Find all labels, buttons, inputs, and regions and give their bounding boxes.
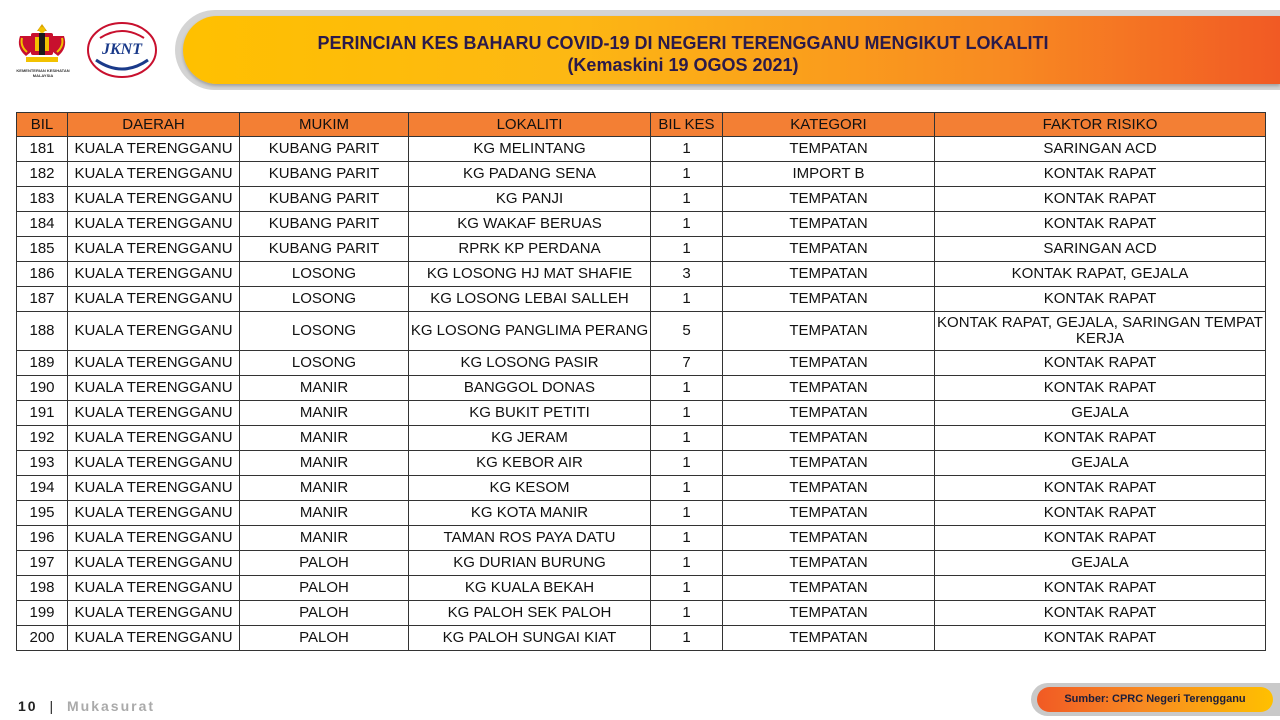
cell-faktor-risiko: KONTAK RAPAT, GEJALA <box>935 262 1266 287</box>
cell-kategori: TEMPATAN <box>723 451 935 476</box>
cell-bil: 199 <box>17 601 68 626</box>
table-row <box>17 237 1266 262</box>
cell-lokaliti: KG WAKAF BERUAS <box>409 212 651 237</box>
cell-bil-kes: 1 <box>651 237 723 262</box>
cell-kategori: TEMPATAN <box>723 626 935 651</box>
cell-lokaliti: RPRK KP PERDANA <box>409 237 651 262</box>
cell-faktor-risiko: KONTAK RAPAT <box>935 601 1266 626</box>
cell-bil-kes: 1 <box>651 401 723 426</box>
jknt-logo-text: JKNT <box>102 41 142 58</box>
cell-lokaliti: BANGGOL DONAS <box>409 376 651 401</box>
cell-kategori: TEMPATAN <box>723 576 935 601</box>
cell-bil: 186 <box>17 262 68 287</box>
cell-mukim: LOSONG <box>240 351 409 376</box>
cell-daerah: KUALA TERENGGANU <box>68 551 240 576</box>
table-row <box>17 576 1266 601</box>
cell-kategori: TEMPATAN <box>723 187 935 212</box>
jknt-logo-icon <box>86 20 158 80</box>
cell-faktor-risiko: KONTAK RAPAT, GEJALA, SARINGAN TEMPAT KERJA <box>935 312 1266 351</box>
cell-mukim: MANIR <box>240 476 409 501</box>
cell-mukim: KUBANG PARIT <box>240 237 409 262</box>
cell-lokaliti: KG PANJI <box>409 187 651 212</box>
cell-mukim: KUBANG PARIT <box>240 137 409 162</box>
cell-lokaliti: KG BUKIT PETITI <box>409 401 651 426</box>
table-row <box>17 351 1266 376</box>
table-row <box>17 162 1266 187</box>
cell-faktor-risiko: KONTAK RAPAT <box>935 626 1266 651</box>
cell-bil: 194 <box>17 476 68 501</box>
cell-faktor-risiko: KONTAK RAPAT <box>935 476 1266 501</box>
cell-bil: 191 <box>17 401 68 426</box>
source-badge: Sumber: CPRC Negeri Terengganu <box>1037 687 1273 712</box>
cell-bil-kes: 1 <box>651 551 723 576</box>
cell-bil: 198 <box>17 576 68 601</box>
cell-lokaliti: KG MELINTANG <box>409 137 651 162</box>
cell-daerah: KUALA TERENGGANU <box>68 401 240 426</box>
cell-faktor-risiko: SARINGAN ACD <box>935 237 1266 262</box>
table-body <box>17 137 1266 651</box>
cell-kategori: TEMPATAN <box>723 551 935 576</box>
page-number: 10 <box>18 698 38 714</box>
cell-mukim: LOSONG <box>240 287 409 312</box>
cell-daerah: KUALA TERENGGANU <box>68 426 240 451</box>
cell-bil: 192 <box>17 426 68 451</box>
cell-lokaliti: KG JERAM <box>409 426 651 451</box>
cell-lokaliti: KG KEBOR AIR <box>409 451 651 476</box>
table-row <box>17 626 1266 651</box>
cell-faktor-risiko: KONTAK RAPAT <box>935 526 1266 551</box>
table-row <box>17 312 1266 351</box>
cell-daerah: KUALA TERENGGANU <box>68 137 240 162</box>
cell-kategori: TEMPATAN <box>723 426 935 451</box>
cell-bil-kes: 7 <box>651 351 723 376</box>
cell-mukim: PALOH <box>240 551 409 576</box>
cell-daerah: KUALA TERENGGANU <box>68 626 240 651</box>
cell-kategori: TEMPATAN <box>723 287 935 312</box>
cell-lokaliti: KG DURIAN BURUNG <box>409 551 651 576</box>
page-title <box>183 32 1183 76</box>
cell-bil-kes: 1 <box>651 162 723 187</box>
cell-lokaliti: KG LOSONG PANGLIMA PERANG <box>409 312 651 351</box>
cell-daerah: KUALA TERENGGANU <box>68 212 240 237</box>
cell-kategori: TEMPATAN <box>723 401 935 426</box>
cell-mukim: MANIR <box>240 376 409 401</box>
cell-mukim: PALOH <box>240 626 409 651</box>
cases-table <box>16 112 1266 651</box>
cell-bil-kes: 1 <box>651 476 723 501</box>
cell-daerah: KUALA TERENGGANU <box>68 376 240 401</box>
column-header-bil-kes: BIL KES <box>651 113 723 137</box>
cell-daerah: KUALA TERENGGANU <box>68 526 240 551</box>
column-header-mukim: MUKIM <box>240 113 409 137</box>
cell-kategori: TEMPATAN <box>723 526 935 551</box>
cell-bil: 197 <box>17 551 68 576</box>
cell-kategori: TEMPATAN <box>723 312 935 351</box>
cell-bil: 184 <box>17 212 68 237</box>
column-header-bil: BIL <box>17 113 68 137</box>
cell-bil-kes: 1 <box>651 137 723 162</box>
cell-faktor-risiko: KONTAK RAPAT <box>935 162 1266 187</box>
cell-faktor-risiko: KONTAK RAPAT <box>935 351 1266 376</box>
column-header-faktor-risiko: FAKTOR RISIKO <box>935 113 1266 137</box>
cell-bil-kes: 1 <box>651 526 723 551</box>
cell-bil-kes: 5 <box>651 312 723 351</box>
page-title-line2: (Kemaskini 19 OGOS 2021) <box>567 55 799 75</box>
column-header-daerah: DAERAH <box>68 113 240 137</box>
page-label: Mukasurat <box>67 698 156 714</box>
table-row <box>17 287 1266 312</box>
cell-mukim: MANIR <box>240 401 409 426</box>
cell-bil: 187 <box>17 287 68 312</box>
table-row <box>17 262 1266 287</box>
table-row <box>17 187 1266 212</box>
cell-bil: 189 <box>17 351 68 376</box>
table-row <box>17 451 1266 476</box>
cell-bil: 190 <box>17 376 68 401</box>
cell-bil: 200 <box>17 626 68 651</box>
column-header-kategori: KATEGORI <box>723 113 935 137</box>
cell-daerah: KUALA TERENGGANU <box>68 351 240 376</box>
cell-lokaliti: KG LOSONG PASIR <box>409 351 651 376</box>
column-header-lokaliti: LOKALITI <box>409 113 651 137</box>
cell-kategori: TEMPATAN <box>723 501 935 526</box>
table-row <box>17 551 1266 576</box>
cell-bil-kes: 1 <box>651 601 723 626</box>
cell-bil: 185 <box>17 237 68 262</box>
cell-kategori: TEMPATAN <box>723 601 935 626</box>
cell-mukim: PALOH <box>240 601 409 626</box>
cell-daerah: KUALA TERENGGANU <box>68 237 240 262</box>
cell-lokaliti: KG LOSONG LEBAI SALLEH <box>409 287 651 312</box>
cell-bil: 181 <box>17 137 68 162</box>
page-title-line1: PERINCIAN KES BAHARU COVID-19 DI NEGERI TERENGGANU MENGIKUT LOKALITI <box>317 33 1049 53</box>
cell-bil-kes: 1 <box>651 626 723 651</box>
cell-daerah: KUALA TERENGGANU <box>68 162 240 187</box>
cell-mukim: KUBANG PARIT <box>240 212 409 237</box>
cell-mukim: KUBANG PARIT <box>240 162 409 187</box>
cell-mukim: MANIR <box>240 526 409 551</box>
table-row <box>17 401 1266 426</box>
cell-bil-kes: 1 <box>651 376 723 401</box>
cell-lokaliti: KG LOSONG HJ MAT SHAFIE <box>409 262 651 287</box>
cell-bil-kes: 1 <box>651 287 723 312</box>
cell-daerah: KUALA TERENGGANU <box>68 312 240 351</box>
cell-kategori: TEMPATAN <box>723 212 935 237</box>
crest-caption: KEMENTERIAN KESIHATAN MALAYSIA <box>16 68 70 78</box>
cell-mukim: LOSONG <box>240 312 409 351</box>
table-row <box>17 601 1266 626</box>
cell-daerah: KUALA TERENGGANU <box>68 601 240 626</box>
cell-daerah: KUALA TERENGGANU <box>68 576 240 601</box>
cell-faktor-risiko: KONTAK RAPAT <box>935 212 1266 237</box>
cell-faktor-risiko: SARINGAN ACD <box>935 137 1266 162</box>
table-row <box>17 376 1266 401</box>
cell-bil: 188 <box>17 312 68 351</box>
page-number-footer <box>18 698 155 714</box>
malaysia-crest-icon <box>14 22 70 66</box>
cell-daerah: KUALA TERENGGANU <box>68 476 240 501</box>
cell-daerah: KUALA TERENGGANU <box>68 287 240 312</box>
cell-bil-kes: 1 <box>651 451 723 476</box>
cell-daerah: KUALA TERENGGANU <box>68 501 240 526</box>
cell-daerah: KUALA TERENGGANU <box>68 187 240 212</box>
cell-bil: 195 <box>17 501 68 526</box>
cell-lokaliti: KG PADANG SENA <box>409 162 651 187</box>
cell-lokaliti: KG KUALA BEKAH <box>409 576 651 601</box>
cell-daerah: KUALA TERENGGANU <box>68 262 240 287</box>
cell-faktor-risiko: KONTAK RAPAT <box>935 576 1266 601</box>
cell-lokaliti: KG PALOH SUNGAI KIAT <box>409 626 651 651</box>
table-row <box>17 526 1266 551</box>
cell-lokaliti: TAMAN ROS PAYA DATU <box>409 526 651 551</box>
cell-bil-kes: 1 <box>651 501 723 526</box>
cell-kategori: TEMPATAN <box>723 237 935 262</box>
table-row <box>17 137 1266 162</box>
cell-faktor-risiko: GEJALA <box>935 551 1266 576</box>
table-header-row <box>17 113 1266 137</box>
cell-mukim: MANIR <box>240 426 409 451</box>
cell-mukim: MANIR <box>240 501 409 526</box>
cell-bil-kes: 1 <box>651 212 723 237</box>
cell-lokaliti: KG PALOH SEK PALOH <box>409 601 651 626</box>
table-row <box>17 426 1266 451</box>
cell-bil: 196 <box>17 526 68 551</box>
table-row <box>17 476 1266 501</box>
cell-bil: 183 <box>17 187 68 212</box>
cell-mukim: PALOH <box>240 576 409 601</box>
cell-lokaliti: KG KESOM <box>409 476 651 501</box>
cell-kategori: IMPORT B <box>723 162 935 187</box>
cell-mukim: KUBANG PARIT <box>240 187 409 212</box>
cell-faktor-risiko: GEJALA <box>935 451 1266 476</box>
cell-faktor-risiko: KONTAK RAPAT <box>935 426 1266 451</box>
logo-area <box>10 18 170 84</box>
cell-kategori: TEMPATAN <box>723 376 935 401</box>
cell-mukim: MANIR <box>240 451 409 476</box>
cell-faktor-risiko: KONTAK RAPAT <box>935 501 1266 526</box>
cell-bil-kes: 3 <box>651 262 723 287</box>
cell-bil: 193 <box>17 451 68 476</box>
cell-faktor-risiko: GEJALA <box>935 401 1266 426</box>
cell-kategori: TEMPATAN <box>723 137 935 162</box>
table-row <box>17 501 1266 526</box>
cell-daerah: KUALA TERENGGANU <box>68 451 240 476</box>
table-row <box>17 212 1266 237</box>
cell-mukim: LOSONG <box>240 262 409 287</box>
cell-kategori: TEMPATAN <box>723 476 935 501</box>
cell-bil: 182 <box>17 162 68 187</box>
cell-faktor-risiko: KONTAK RAPAT <box>935 287 1266 312</box>
cell-bil-kes: 1 <box>651 426 723 451</box>
cell-kategori: TEMPATAN <box>723 262 935 287</box>
cell-bil-kes: 1 <box>651 576 723 601</box>
cell-bil-kes: 1 <box>651 187 723 212</box>
cell-faktor-risiko: KONTAK RAPAT <box>935 187 1266 212</box>
cell-kategori: TEMPATAN <box>723 351 935 376</box>
cell-lokaliti: KG KOTA MANIR <box>409 501 651 526</box>
cell-faktor-risiko: KONTAK RAPAT <box>935 376 1266 401</box>
footer-separator: | <box>49 698 56 714</box>
